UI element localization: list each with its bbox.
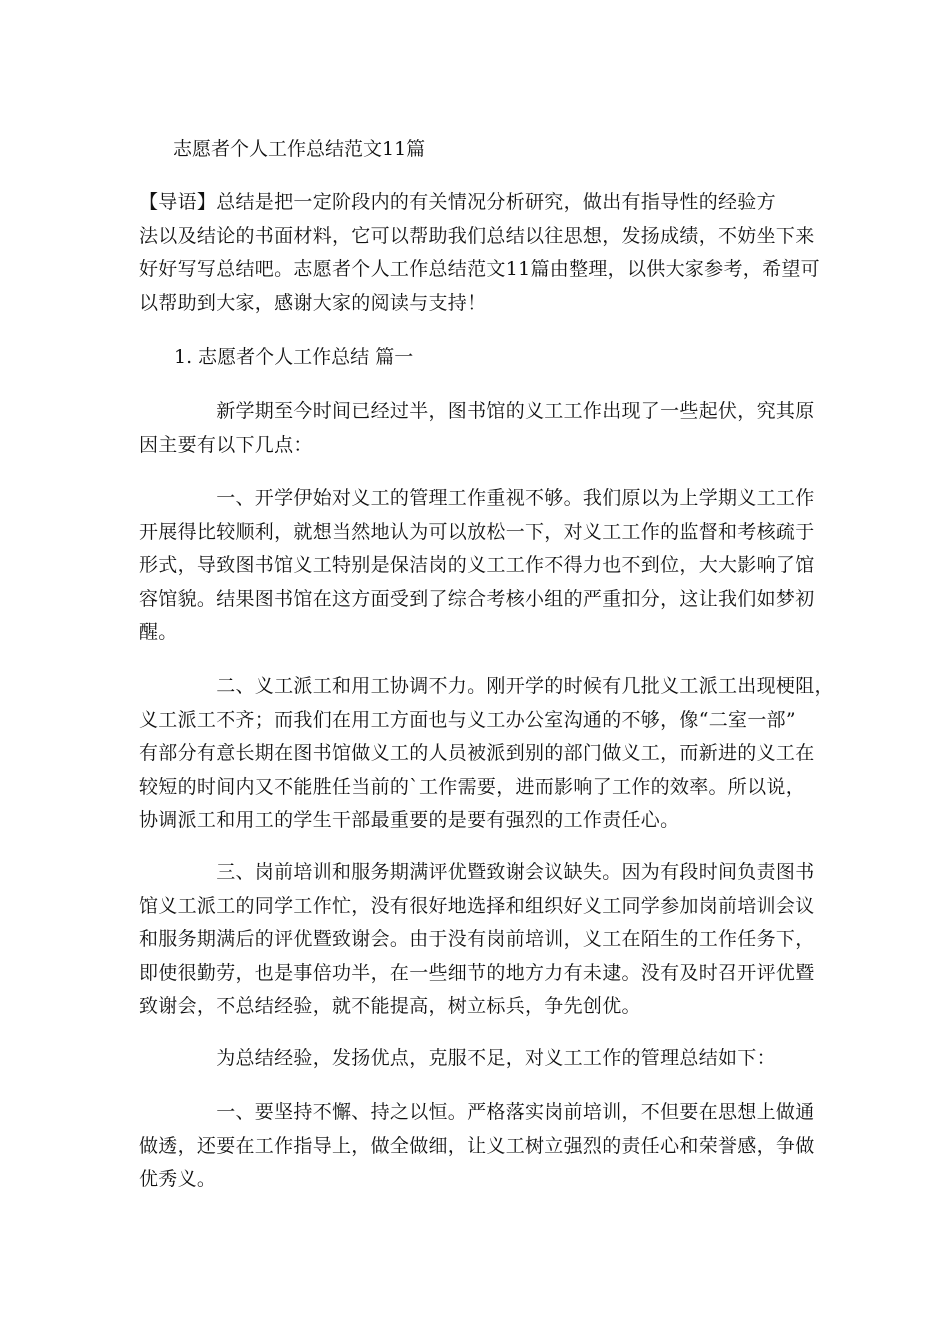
intro-line: 以帮助到大家，感谢大家的阅读与支持！ [139,291,487,314]
paragraph-line: 形式，导致图书馆义工特别是保洁岗的义工工作不得力也不到位，大大影响了馆 [139,554,815,576]
paragraph-line: 即使很勤劳，也是事倍功半，在一些细节的地方力有未逮。没有及时召开评优暨 [139,961,815,984]
body-paragraph [139,670,834,838]
paragraph-line: 优秀义。 [139,1168,217,1190]
body-paragraph [139,482,823,650]
paragraph-line: 一、要坚持不懈、持之以恒。严格落实岗前培训，不但要在思想上做通 [139,1101,815,1123]
intro-paragraph [139,186,823,320]
intro-line: 法以及结论的书面材料，它可以帮助我们总结以往思想，发扬成绩，不妨坐下来 [139,224,815,247]
intro-line: 好好写写总结吧。志愿者个人工作总结范文11篇由整理，以供大家参考，希望可 [139,258,820,280]
paragraph-line: 做透，还要在工作指导上，做全做细，让义工树立强烈的责任心和荣誉感，争做 [139,1134,815,1157]
body-paragraph [139,1042,823,1076]
paragraph-line: 开展得比较顺利，就想当然地认为可以放松一下，对义工工作的监督和考核疏于 [139,520,815,543]
section-heading: 1. 志愿者个人工作总结 篇一 [174,346,414,368]
paragraph-line: 为总结经验，发扬优点，克服不足，对义工工作的管理总结如下： [139,1047,776,1069]
body-paragraph [139,1096,823,1197]
body-paragraph [139,395,823,462]
body-paragraph [139,856,823,1024]
paragraph-line: 二、义工派工和用工协调不力。刚开学的时候有几批义工派工出现梗阻， [139,675,834,697]
paragraph-line: 因主要有以下几点： [139,433,313,456]
paragraph-line: 协调派工和用工的学生干部最重要的是要有强烈的工作责任心。 [139,809,680,831]
paragraph-line: 三、岗前培训和服务期满评优暨致谢会议缺失。因为有段时间负责图书 [139,861,815,883]
paragraph-line: 义工派工不齐；而我们在用工方面也与义工办公室沟通的不够，像“二室一部” [139,708,796,731]
paragraph-line: 容馆貌。结果图书馆在这方面受到了综合考核小组的严重扣分，这让我们如梦初 [139,587,815,610]
intro-line: 【导语】总结是把一定阶段内的有关情况分析研究，做出有指导性的经验方 [139,191,776,213]
paragraph-line: 致谢会，不总结经验，就不能提高，树立标兵，争先创优。 [139,995,641,1017]
paragraph-line: 醒。 [139,621,178,643]
paragraph-line: 较短的时间内又不能胜任当前的`工作需要，进而影响了工作的效率。所以说， [139,775,806,798]
paragraph-line: 和服务期满后的评优暨致谢会。由于没有岗前培训，义工在陌生的工作任务下， [139,928,815,950]
paragraph-line: 一、开学伊始对义工的管理工作重视不够。我们原以为上学期义工工作 [139,487,815,509]
paragraph-line: 新学期至今时间已经过半，图书馆的义工工作出现了一些起伏，究其原 [139,400,815,422]
paragraph-line: 有部分有意长期在图书馆做义工的人员被派到别的部门做义工，而新进的义工在 [139,742,815,764]
paragraph-line: 馆义工派工的同学工作忙，没有很好地选择和组织好义工同学参加岗前培训会议 [139,894,815,917]
document-title: 志愿者个人工作总结范文11篇 [173,138,426,160]
